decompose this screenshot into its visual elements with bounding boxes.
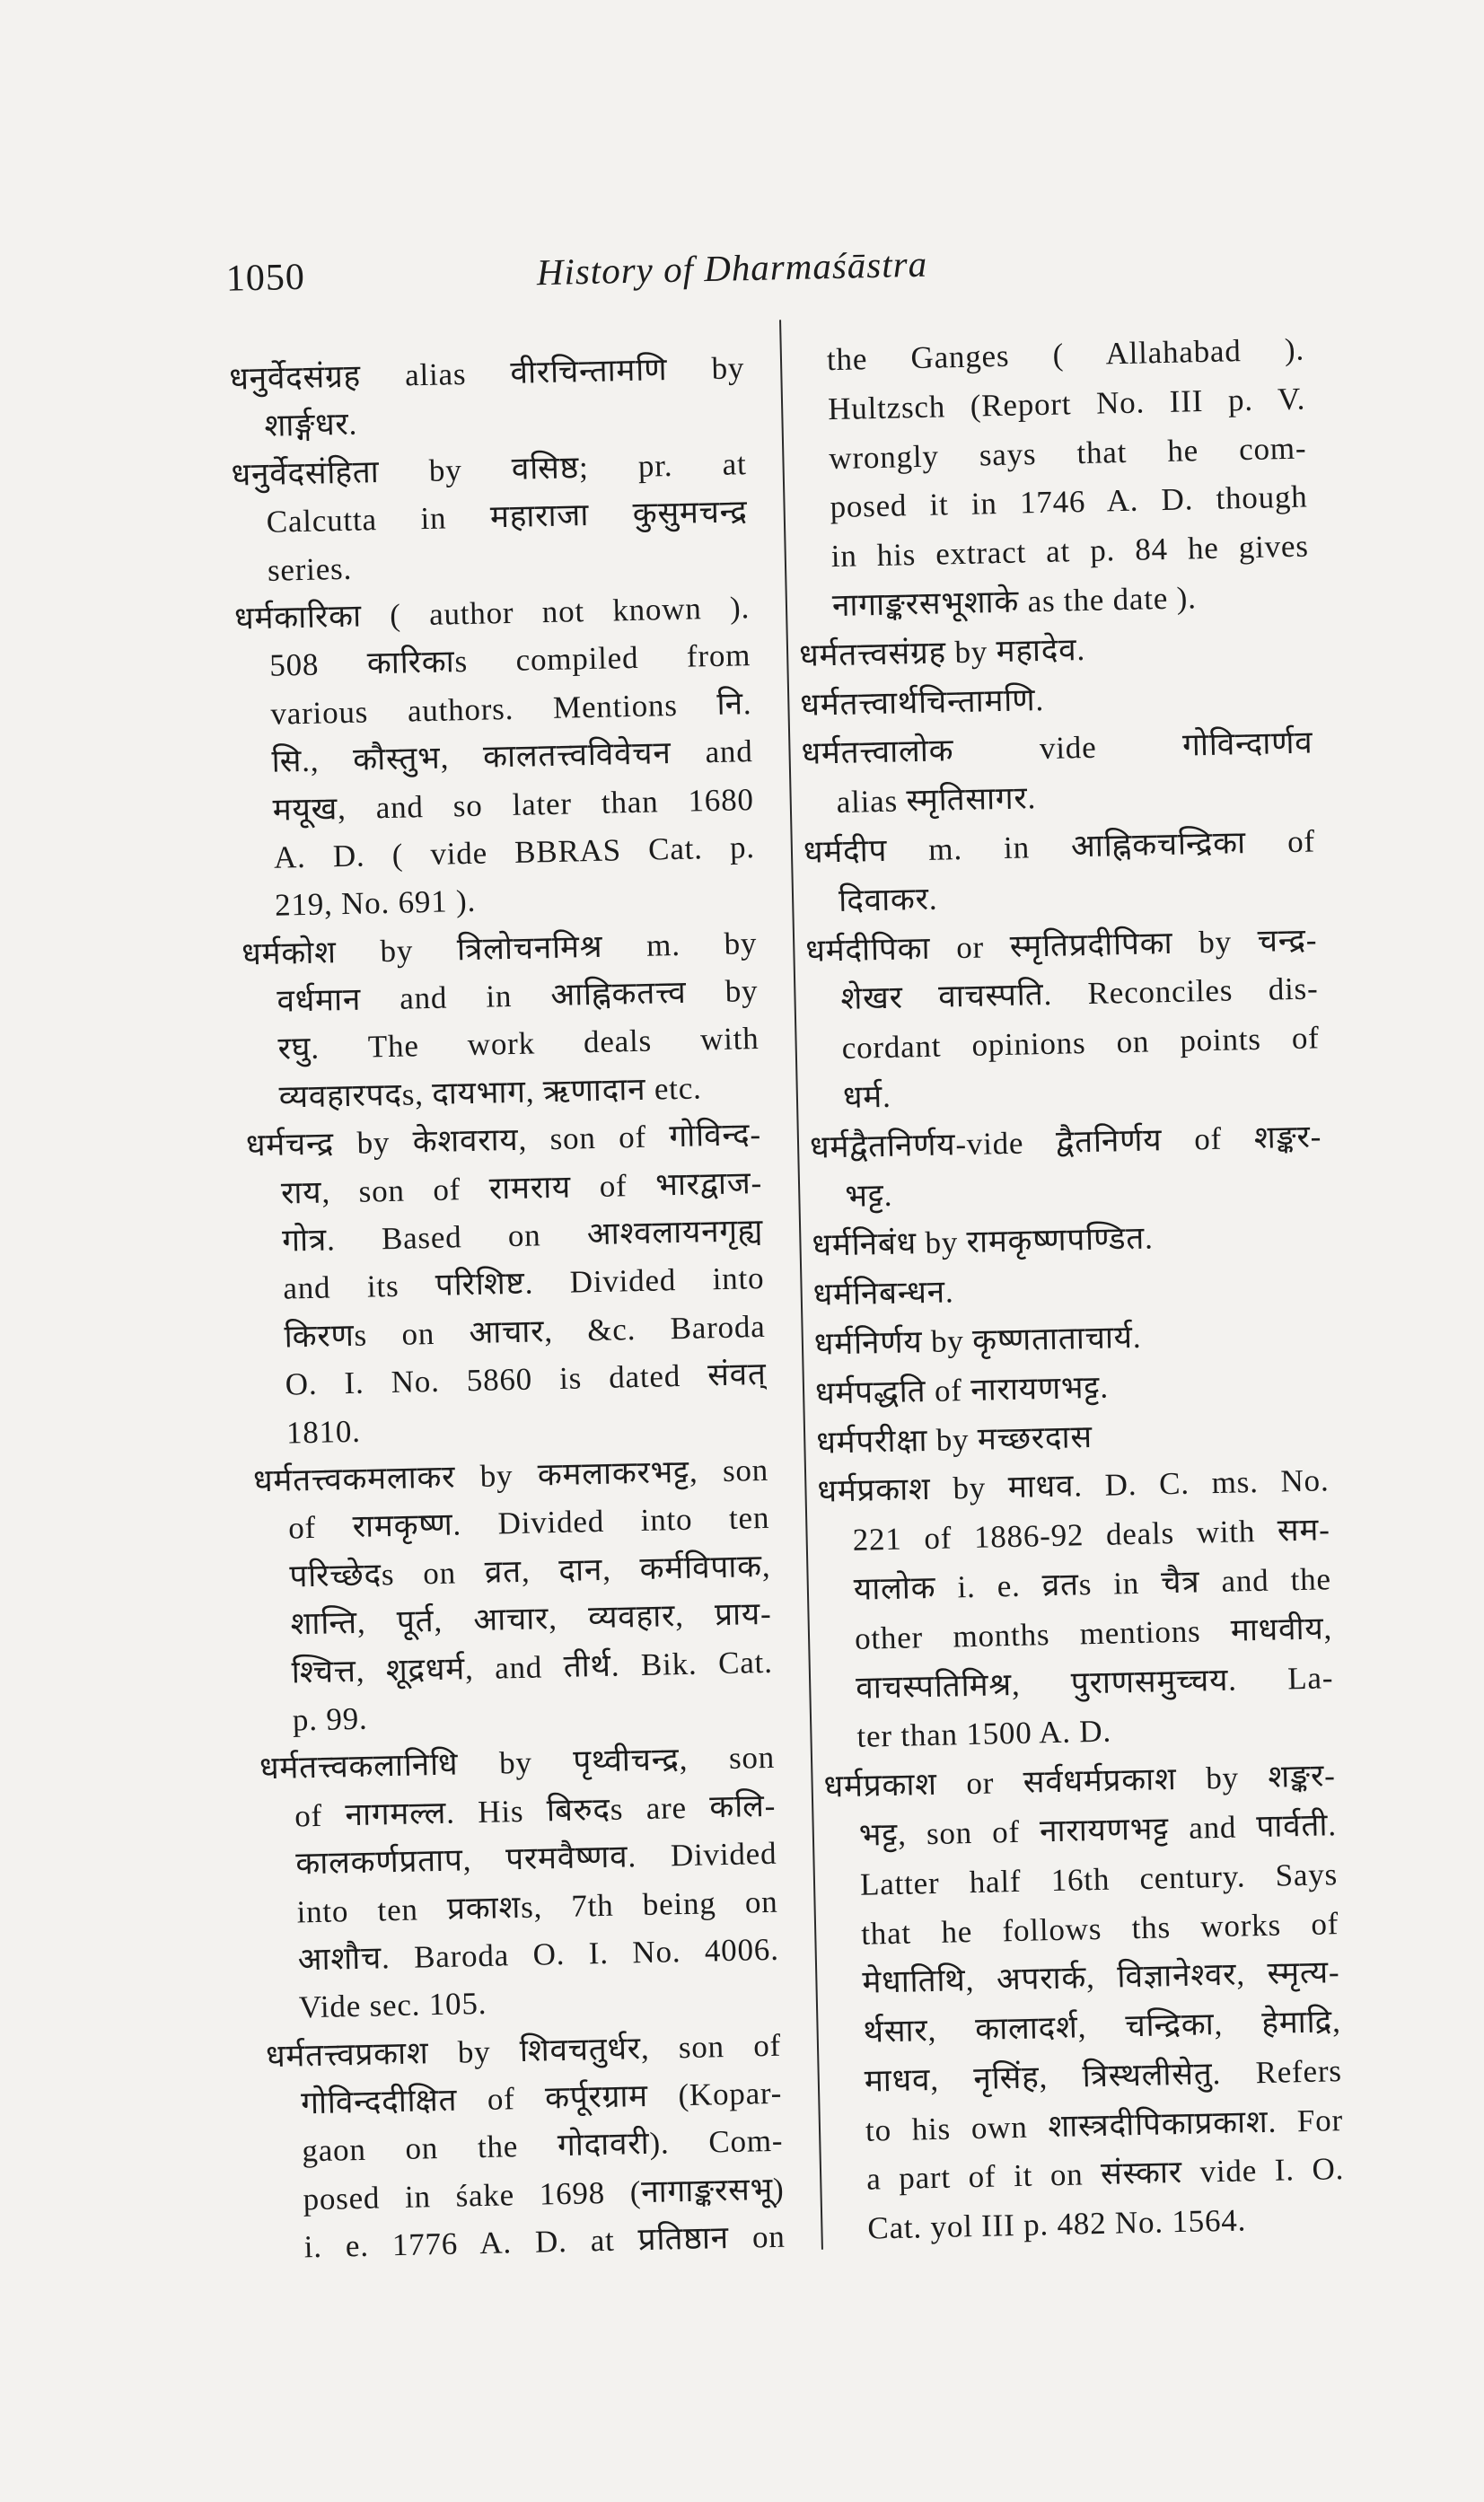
dictionary-entry — [231, 440, 749, 595]
entry-line: i. e. 1776 A. D. at प्रतिष्ठान on — [303, 2218, 786, 2265]
entry-line: वाचस्पतिमिश्र, पुराणसमुच्चय. La- — [855, 1659, 1334, 1706]
entry-line: धर्मकोश by त्रिलोचनमिश्र m. by — [241, 925, 758, 972]
entry-line: धर्मतत्त्वालोक vide गोविन्दार्णव — [801, 724, 1313, 772]
entry-line: भट्ट, son of नारायणभट्ट and पार्वती. — [858, 1807, 1338, 1853]
entry-line: वर्धमान and in आह्निकतत्त्व by — [277, 973, 759, 1019]
entry-line: धर्मपरीक्षा by मच्छरदास — [815, 1418, 1093, 1461]
dictionary-entry — [229, 344, 746, 451]
entry-line: p. 99. — [292, 1700, 368, 1738]
entry-line: various authors. Mentions नि. — [270, 685, 752, 732]
entry-line: धर्मतत्त्वकलानिधि by पृथ्वीचन्द्र, son — [259, 1740, 776, 1787]
dictionary-entry — [241, 919, 761, 1122]
entry-line: Vide sec. 105. — [298, 1986, 487, 2025]
entry-line: श्चित्त, शूद्रधर्म, and तीर्थ. Bik. Cat. — [291, 1644, 774, 1690]
entry-line: धर्मतत्त्वप्रकाश by शिवचतुर्धर, son of — [265, 2027, 782, 2074]
entry-line: धर्मतत्त्वार्थचिन्तामणि. — [799, 681, 1045, 723]
entry-line: किरणs on आचार, &c. Baroda — [284, 1308, 766, 1355]
entry-line: व्यवहारपदs, दायभाग, ऋणादान etc. — [278, 1070, 703, 1115]
entry-line: धनुर्वेदसंग्रह alias वीरचिन्तामणि by — [228, 350, 745, 397]
entry-line: to his own शास्त्रदीपिकाप्रकाश. For — [865, 2102, 1344, 2148]
entry-line: माधव, नृसिंह, त्रिस्थलीसेतु. Refers — [864, 2053, 1343, 2099]
entry-line: धर्मप्रकाश or सर्वधर्मप्रकाश by शङ्कर- — [823, 1758, 1336, 1804]
entry-line: धर्मनिर्णय by कृष्णताताचार्य. — [813, 1319, 1142, 1362]
entry-line: the Ganges ( Allahabad ). — [826, 331, 1305, 378]
entry-line: धर्मनिबंध by रामकृष्णपण्डित. — [812, 1220, 1154, 1264]
entry-line: धर्मप्रकाश by माधव. D. C. ms. No. — [817, 1462, 1330, 1510]
entry-line: धर्मपद्धति of नारायणभट्ट. — [814, 1369, 1110, 1411]
right-column — [792, 326, 1345, 2255]
dictionary-entry — [803, 817, 1316, 926]
entry-line: सि., कौस्तुभ, कालतत्त्वविवेचन and — [271, 733, 753, 779]
dictionary-entry — [823, 1751, 1346, 2254]
entry-line: posed in śake 1698 (नागाङ्करसभू) — [303, 2171, 785, 2217]
entry-line: O. I. No. 5860 is dated संवत् — [285, 1356, 768, 1402]
entry-line: कालकर्णप्रताप, परमवैष्णव. Divided — [294, 1835, 777, 1882]
entry-line: धर्मदीप m. in आह्निकचन्द्रिका of — [803, 823, 1316, 870]
entry-line: धर्मनिबन्धन. — [812, 1274, 954, 1312]
entry-line: भट्ट. — [844, 1177, 893, 1214]
entry-line: Hultzsch (Report No. III p. V. — [827, 381, 1306, 426]
entry-line: Calcutta in महाराजा कुसुमचन्द्र — [266, 494, 749, 540]
entry-line: 219, No. 691 ). — [274, 883, 477, 924]
entry-line: धर्मतत्त्वकमलाकर by कमलाकरभट्ट, son — [252, 1452, 769, 1499]
entry-line: alias स्मृतिसागर. — [836, 780, 1037, 821]
entry-line: series. — [267, 550, 353, 588]
entry-line: Cat. yol III p. 482 No. 1564. — [867, 2202, 1247, 2246]
entry-line: of नागमल्ल. His बिरुदs are कलि- — [294, 1787, 777, 1834]
entry-line: धर्मद्वैतनिर्णय-vide द्वैतनिर्णय of शङ्कर- — [809, 1119, 1322, 1165]
entry-line: रघु. The work deals with — [277, 1021, 760, 1067]
dictionary-entry — [805, 916, 1322, 1124]
entry-line: धर्मदीपिका or स्मृतिप्रदीपिका by चन्द्र- — [804, 921, 1318, 969]
entry-line: शेखर वाचस्पति. Reconciles dis- — [840, 970, 1319, 1017]
dictionary-entry — [810, 1112, 1323, 1222]
entry-line: धर्म. — [842, 1078, 891, 1115]
entry-line: wrongly says that he com- — [828, 430, 1307, 476]
entry-line: गोत्र. Based on आश्वलायनगृह्य — [281, 1212, 764, 1259]
entry-line: in his extract at p. 84 he gives — [830, 528, 1310, 575]
entry-line: नागाङ्करसभूशाके as the date ). — [831, 580, 1198, 624]
entry-line: मयूख, and so later than 1680 — [272, 781, 755, 828]
page-content — [215, 218, 1364, 2279]
entry-line: शान्ति, पूर्त, आचार, व्यवहार, प्राय- — [290, 1596, 772, 1642]
entry-line: 221 of 1886-92 deals with सम- — [852, 1512, 1331, 1558]
entry-line: मेधातिथि, अपरार्क, विज्ञानेश्वर, स्मृत्य- — [862, 1954, 1340, 2001]
entry-line: परिच्छेदs on व्रत, दान, कर्मविपाक, — [289, 1548, 771, 1594]
entry-line: दिवाकर. — [838, 881, 938, 918]
dictionary-entry — [801, 719, 1314, 829]
entry-line: a part of it on संस्कार vide I. O. — [865, 2151, 1345, 2198]
dictionary-entry — [266, 2021, 786, 2271]
dictionary-entry — [234, 584, 757, 930]
dictionary-entry — [245, 1111, 768, 1457]
entry-line: राय, son of रामराय of भारद्वाज- — [280, 1164, 763, 1211]
entry-line: posed it in 1746 A. D. though — [830, 478, 1308, 525]
entry-line: धर्मतत्त्वसंग्रह by महादेव. — [798, 631, 1086, 673]
entry-line: into ten प्रकाशs, 7th being on — [296, 1883, 778, 1929]
entry-line: other months mentions माधवीय, — [854, 1610, 1333, 1656]
entry-line: that he follows ths works of — [860, 1905, 1339, 1952]
entry-line: of रामकृष्ण. Divided into ten — [287, 1500, 770, 1546]
entry-line: आशौच. Baroda O. I. No. 4006. — [297, 1931, 780, 1978]
entry-line: र्थसार, कालादर्श, चन्द्रिका, हेमाद्रि, — [863, 2004, 1341, 2050]
running-title: History of Dharmaśāstra — [536, 242, 928, 294]
dictionary-entry — [817, 1457, 1335, 1763]
entry-continuation — [792, 326, 1310, 632]
entry-line: 508 कारिकाs compiled from — [268, 637, 751, 684]
entry-line: धर्मचन्द्र by केशवराय, son of गोविन्द- — [245, 1117, 762, 1163]
page-number: 1050 — [225, 256, 306, 300]
entry-line: gaon on the गोदावरी). Com- — [301, 2123, 784, 2169]
entry-line: गोविन्ददीक्षित of कर्पूरग्राम (Kopar- — [300, 2075, 783, 2121]
entry-line: cordant opinions on points of — [841, 1020, 1321, 1067]
entry-line: धनुर्वेदसंहिता by वसिष्ठ; pr. at — [231, 445, 747, 493]
entry-line: शार्ङ्गधर. — [264, 406, 358, 444]
entry-line: यालोक i. e. व्रतs in चैत्र and the — [853, 1561, 1332, 1607]
entry-line: Latter half 16th century. Says — [859, 1856, 1339, 1902]
dictionary-entry — [259, 1734, 781, 2032]
entry-line: A. D. ( vide BBRAS Cat. p. — [273, 829, 756, 875]
entry-line: ter than 1500 A. D. — [856, 1713, 1112, 1755]
entry-line: and its परिशिष्ट. Divided into — [283, 1260, 765, 1307]
left-column — [229, 344, 786, 2272]
entry-line: 1810. — [285, 1413, 362, 1451]
dictionary-entry — [253, 1446, 775, 1745]
entry-line: धर्मकारिका ( author not known ). — [233, 590, 751, 636]
